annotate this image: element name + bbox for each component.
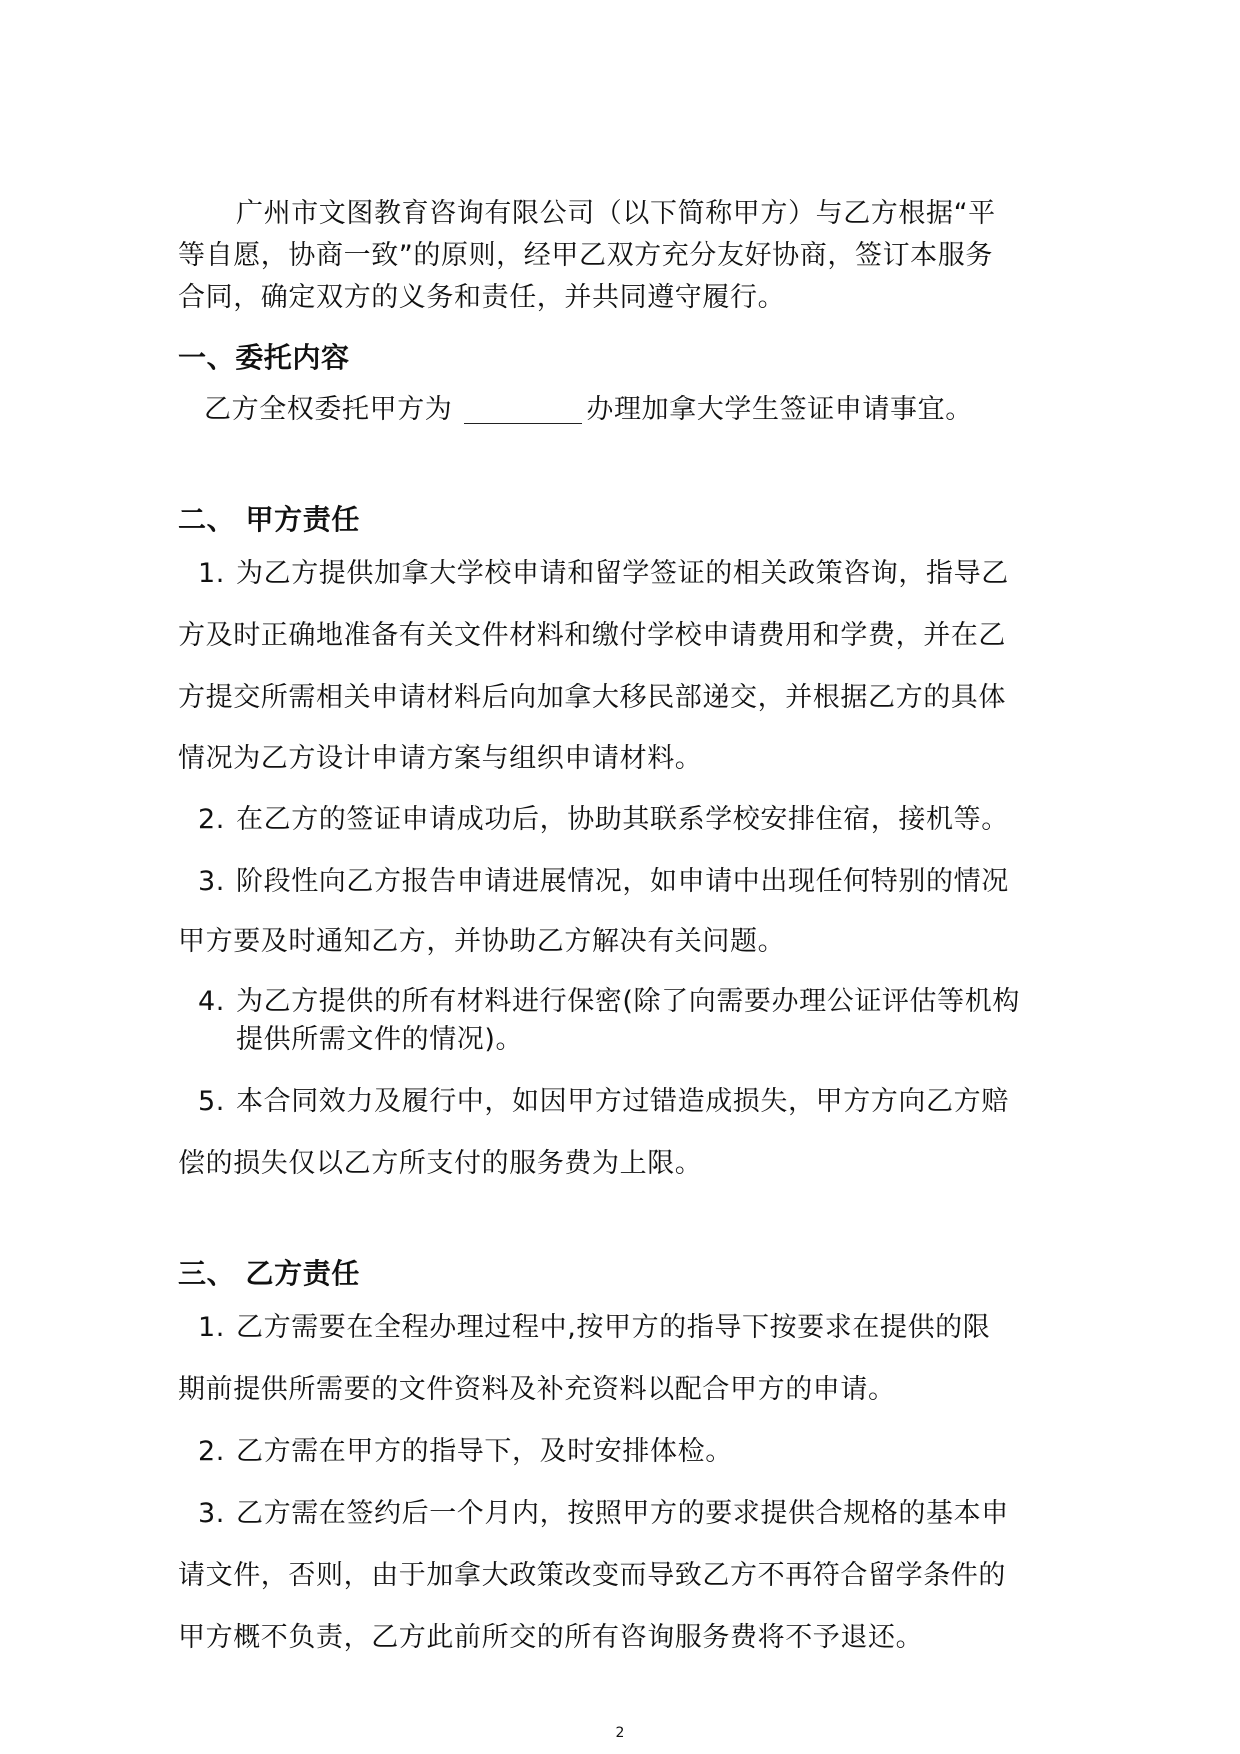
page-number: 2	[615, 1725, 625, 1741]
section-1-title: 一、委托内容	[178, 341, 350, 374]
s2-item-2-line-1	[198, 802, 1009, 838]
s2-item-3-line-2: 甲方要及时通知乙方，并协助乙方解决有关问题。	[178, 926, 786, 957]
s2-item-2-text: 在乙方的签证申请成功后，协助其联系学校安排住宿，接机等。	[236, 804, 1009, 835]
s2-item-5-text: 本合同效力及履行中，如因甲方过错造成损失，甲方方向乙方赔	[236, 1086, 1009, 1117]
s2-item-4-text: 为乙方提供的所有材料进行保密(除了向需要办理公证评估等机构	[236, 986, 1020, 1017]
s2-item-1-number: 1.	[198, 558, 225, 589]
s3-item-3-line-3: 甲方概不负责，乙方此前所交的所有咨询服务费将不予退还。	[178, 1622, 924, 1653]
section-1-text	[204, 392, 973, 428]
s3-item-1-line-1	[198, 1310, 990, 1346]
section-2-title: 二、 甲方责任	[178, 503, 360, 536]
intro-line-1: 广州市文图教育咨询有限公司（以下简称甲方）与乙方根据“平	[236, 198, 996, 229]
s3-item-1-number: 1.	[198, 1312, 225, 1343]
intro-line-3: 合同，确定双方的义务和责任，并共同遵守履行。	[178, 282, 786, 313]
s2-item-5-line-1	[198, 1084, 1009, 1120]
s2-item-1-line-2: 方及时正确地准备有关文件材料和缴付学校申请费用和学费，并在乙	[178, 620, 1006, 651]
s2-item-3-text: 阶段性向乙方报告申请进展情况，如申请中出现任何特别的情况	[236, 866, 1009, 897]
s2-item-2-number: 2.	[198, 804, 225, 835]
s3-item-3-line-2: 请文件，否则，由于加拿大政策改变而导致乙方不再符合留学条件的	[178, 1560, 1006, 1591]
s2-item-4-number: 4.	[198, 986, 225, 1017]
s3-item-2-number: 2.	[198, 1436, 225, 1467]
s2-item-1-line-1	[198, 556, 1009, 592]
section-1-text-after: 办理加拿大学生签证申请事宜。	[586, 394, 973, 425]
s3-item-3-text: 乙方需在签约后一个月内，按照甲方的要求提供合规格的基本申	[236, 1498, 1009, 1529]
section-1-text-before: 乙方全权委托甲方为	[204, 394, 453, 425]
s3-item-3-line-1	[198, 1496, 1009, 1532]
s3-item-1-text: 乙方需要在全程办理过程中,按甲方的指导下按要求在提供的限	[236, 1312, 991, 1343]
s3-item-2-text: 乙方需在甲方的指导下，及时安排体检。	[236, 1436, 733, 1467]
s3-item-2-line-1	[198, 1434, 733, 1470]
s2-item-1-text: 为乙方提供加拿大学校申请和留学签证的相关政策咨询，指导乙	[236, 558, 1009, 589]
s2-item-4-line-1	[198, 984, 1020, 1020]
s3-item-3-number: 3.	[198, 1498, 225, 1529]
intro-line-2: 等自愿，协商一致”的原则，经甲乙双方充分友好协商，签订本服务	[178, 240, 993, 271]
s2-item-1-line-4: 情况为乙方设计申请方案与组织申请材料。	[178, 743, 703, 774]
s2-item-1-line-3: 方提交所需相关申请材料后向加拿大移民部递交，并根据乙方的具体	[178, 682, 1006, 713]
s2-item-5-number: 5.	[198, 1086, 225, 1117]
s2-item-3-number: 3.	[198, 866, 225, 897]
s2-item-4-line-2: 提供所需文件的情况)。	[236, 1024, 524, 1055]
s3-item-1-line-2: 期前提供所需要的文件资料及补充资料以配合甲方的申请。	[178, 1374, 896, 1405]
s2-item-5-line-2: 偿的损失仅以乙方所支付的服务费为上限。	[178, 1148, 703, 1179]
fill-in-blank[interactable]	[464, 395, 582, 424]
section-3-title: 三、 乙方责任	[178, 1257, 360, 1290]
s2-item-3-line-1	[198, 864, 1009, 900]
